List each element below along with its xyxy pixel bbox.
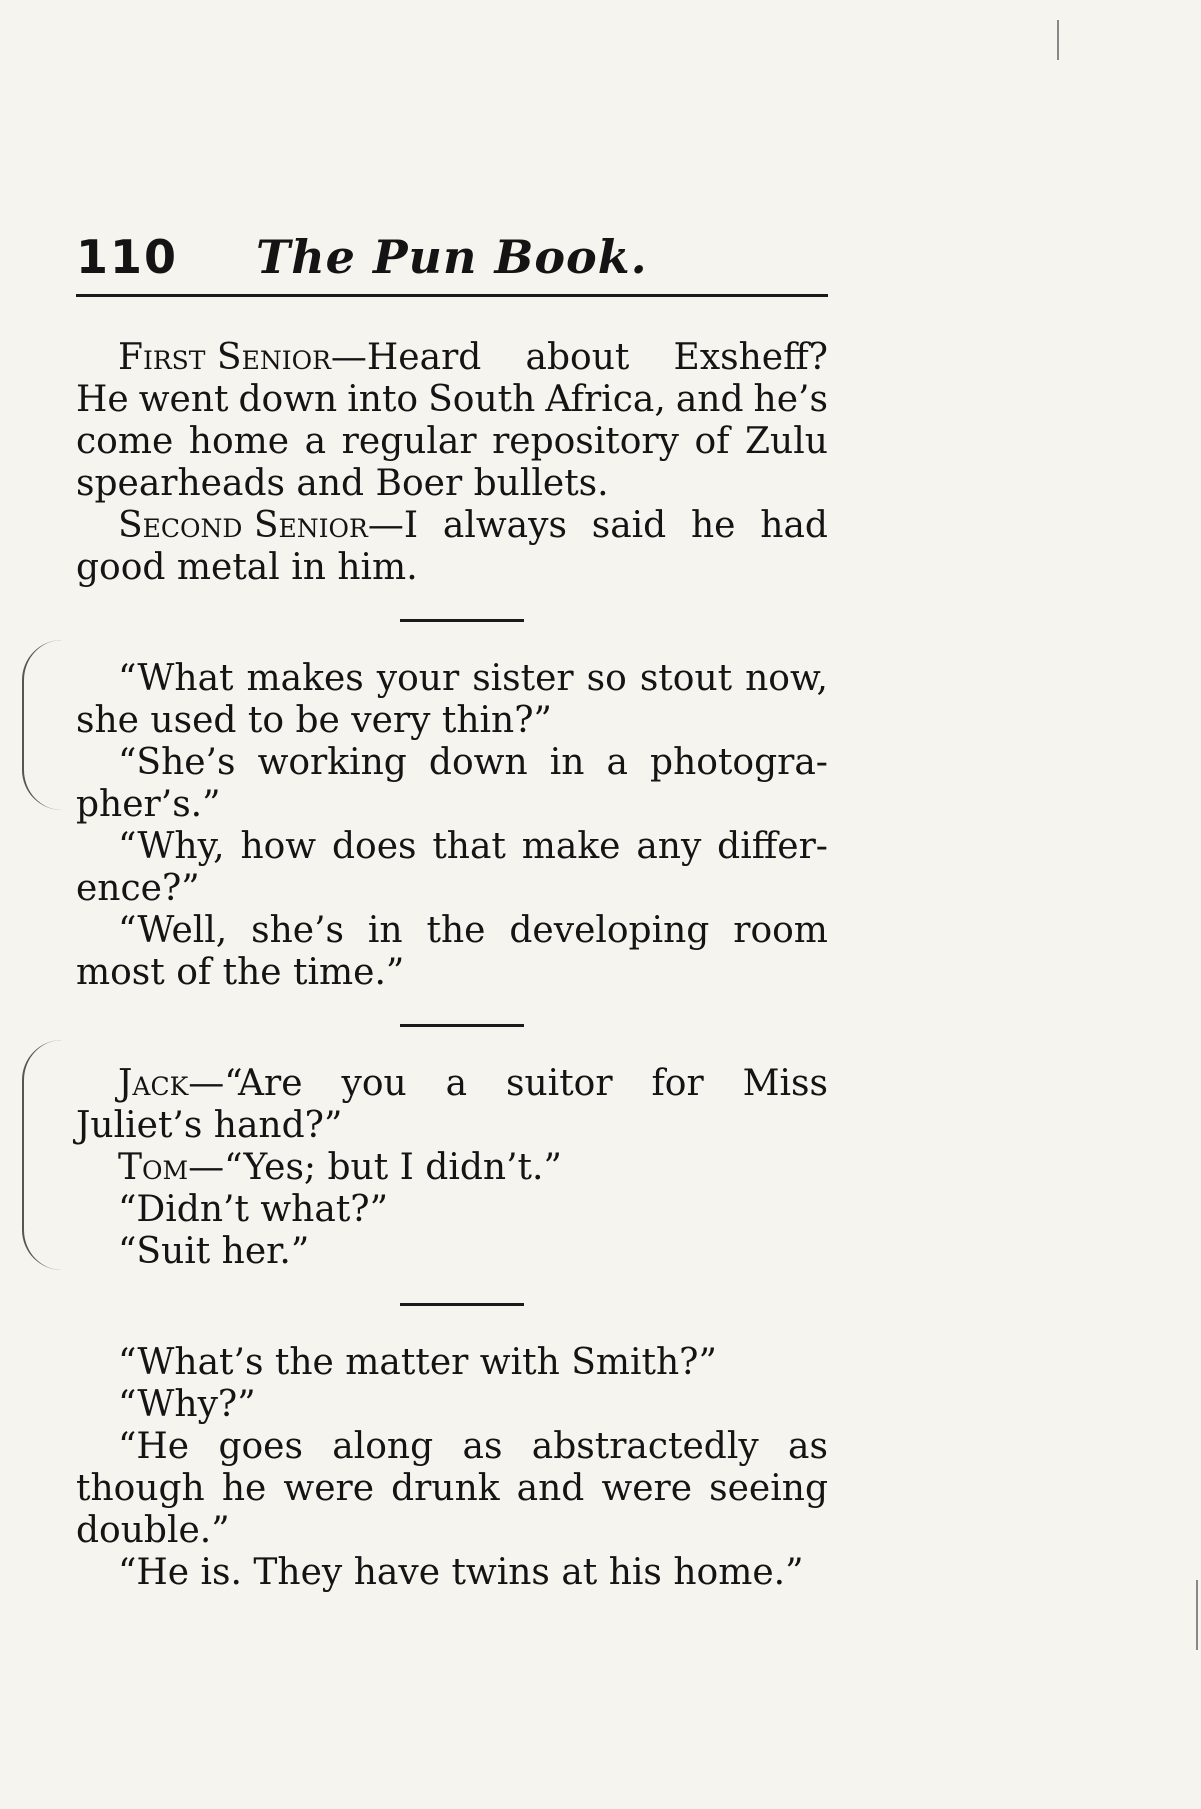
joke-block [76, 337, 828, 589]
text-line [76, 868, 828, 910]
word: the [426, 910, 486, 951]
joke-block [76, 1063, 828, 1273]
word: “Didn’t what?” [118, 1189, 388, 1230]
word: though [76, 1468, 205, 1509]
word: into [347, 379, 419, 420]
word: so [586, 658, 627, 699]
word: Miss [742, 1063, 828, 1104]
text-line [76, 1552, 828, 1594]
word: developing [509, 910, 710, 951]
word: differ- [717, 826, 828, 867]
text-line [76, 826, 828, 868]
word: went [138, 379, 229, 420]
word: ence?” [76, 868, 200, 909]
word: does [331, 826, 417, 867]
word: “He [118, 1426, 190, 1467]
text-line [76, 1231, 828, 1273]
word: a [606, 742, 628, 783]
word: of [694, 421, 730, 462]
word: that [432, 826, 506, 867]
text-line [76, 700, 828, 742]
word: Exsheff? [673, 337, 828, 378]
speaker-name: Jack [118, 1063, 189, 1104]
word: were [601, 1468, 693, 1509]
word: —Heard [330, 337, 482, 378]
text-line [76, 421, 828, 463]
text-line [76, 742, 828, 784]
word: Zulu [745, 421, 828, 462]
word: as [462, 1426, 503, 1467]
book-page [76, 230, 828, 1594]
word: spearheads and Boer bullets. [76, 463, 609, 504]
word: —“Are [188, 1063, 303, 1104]
word: “Suit her.” [118, 1231, 310, 1272]
word: suitor [506, 1063, 613, 1104]
word: a [304, 421, 327, 462]
word: double.” [76, 1510, 230, 1551]
joke-block [76, 658, 828, 994]
section-divider [400, 1303, 524, 1306]
word: stout [639, 658, 733, 699]
section-divider [400, 619, 524, 622]
word: you [341, 1063, 407, 1104]
word: about [525, 337, 630, 378]
pencil-bracket-mark [22, 640, 64, 810]
word: “What’s the matter with Smith?” [118, 1342, 717, 1383]
word: as [788, 1426, 828, 1467]
word: were [283, 1468, 375, 1509]
word: working [257, 742, 407, 783]
word: —“Yes; but I didn’t.” [188, 1147, 562, 1188]
speaker-and-word [118, 337, 481, 379]
speaker-name: First Senior [118, 337, 331, 378]
word: he’s [753, 379, 828, 420]
word: any [636, 826, 702, 867]
speaker-and-word [118, 1147, 562, 1189]
word: photogra- [650, 742, 828, 783]
joke-block [76, 1342, 828, 1594]
text-line [76, 1189, 828, 1231]
page-body [76, 337, 828, 1594]
speaker-and-word [118, 1063, 303, 1105]
word: in [367, 910, 403, 951]
word: come [76, 421, 174, 462]
section-divider [400, 1024, 524, 1027]
text-line [76, 337, 828, 379]
word: makes [246, 658, 364, 699]
word: Africa, [545, 379, 666, 420]
speaker-name: Tom [118, 1147, 189, 1188]
word: in [549, 742, 585, 783]
scan-edge-mark [1196, 1580, 1198, 1650]
word: she’s [251, 910, 345, 951]
text-line [76, 1510, 828, 1552]
word: had [760, 505, 828, 546]
text-line [76, 505, 828, 547]
word: he [691, 505, 736, 546]
word: for [651, 1063, 704, 1104]
word: most of the time.” [76, 952, 405, 993]
word: he [221, 1468, 267, 1509]
text-line [76, 1426, 828, 1468]
word: and [675, 379, 744, 420]
page-header [76, 230, 828, 297]
word: pher’s.” [76, 784, 221, 825]
running-title: The Pun Book. [256, 230, 648, 284]
word: “Well, [118, 910, 228, 951]
speaker-and-word [118, 505, 418, 547]
word: always [442, 505, 567, 546]
word: abstractedly [531, 1426, 759, 1467]
word: drunk [391, 1468, 500, 1509]
text-line [76, 1468, 828, 1510]
text-line [76, 463, 828, 505]
speaker-name: Second Senior [118, 505, 368, 546]
word: your [376, 658, 460, 699]
word: He [76, 379, 129, 420]
word: said [591, 505, 667, 546]
word: Juliet’s hand?” [76, 1105, 343, 1146]
scan-edge-mark [1057, 20, 1059, 60]
word: “Why, [118, 826, 225, 867]
text-line [76, 910, 828, 952]
word: “What [118, 658, 234, 699]
word: she used to be very thin?” [76, 700, 552, 741]
word: along [332, 1426, 434, 1467]
word: repository [492, 421, 679, 462]
word: regular [341, 421, 477, 462]
pencil-bracket-mark [22, 1040, 64, 1270]
word: good metal in him. [76, 547, 418, 588]
word: now, [745, 658, 828, 699]
word: down [428, 742, 528, 783]
text-line [76, 379, 828, 421]
text-line [76, 1105, 828, 1147]
word: “Why?” [118, 1384, 256, 1425]
word: down [238, 379, 338, 420]
text-line [76, 952, 828, 994]
page-number: 110 [76, 230, 179, 284]
word: seeing [709, 1468, 828, 1509]
word: “He is. They have twins at his home.” [118, 1552, 804, 1593]
word: room [733, 910, 828, 951]
text-line [76, 784, 828, 826]
text-line [76, 1063, 828, 1105]
text-line [76, 1147, 828, 1189]
word: sister [472, 658, 574, 699]
word: South [428, 379, 536, 420]
word: goes [218, 1426, 303, 1467]
text-line [76, 547, 828, 589]
word: “She’s [118, 742, 236, 783]
text-line [76, 1342, 828, 1384]
word: how [240, 826, 317, 867]
word: make [521, 826, 621, 867]
word: a [445, 1063, 468, 1104]
word: and [516, 1468, 585, 1509]
text-line [76, 1384, 828, 1426]
word: home [188, 421, 290, 462]
word: —I [367, 505, 419, 546]
text-line [76, 658, 828, 700]
